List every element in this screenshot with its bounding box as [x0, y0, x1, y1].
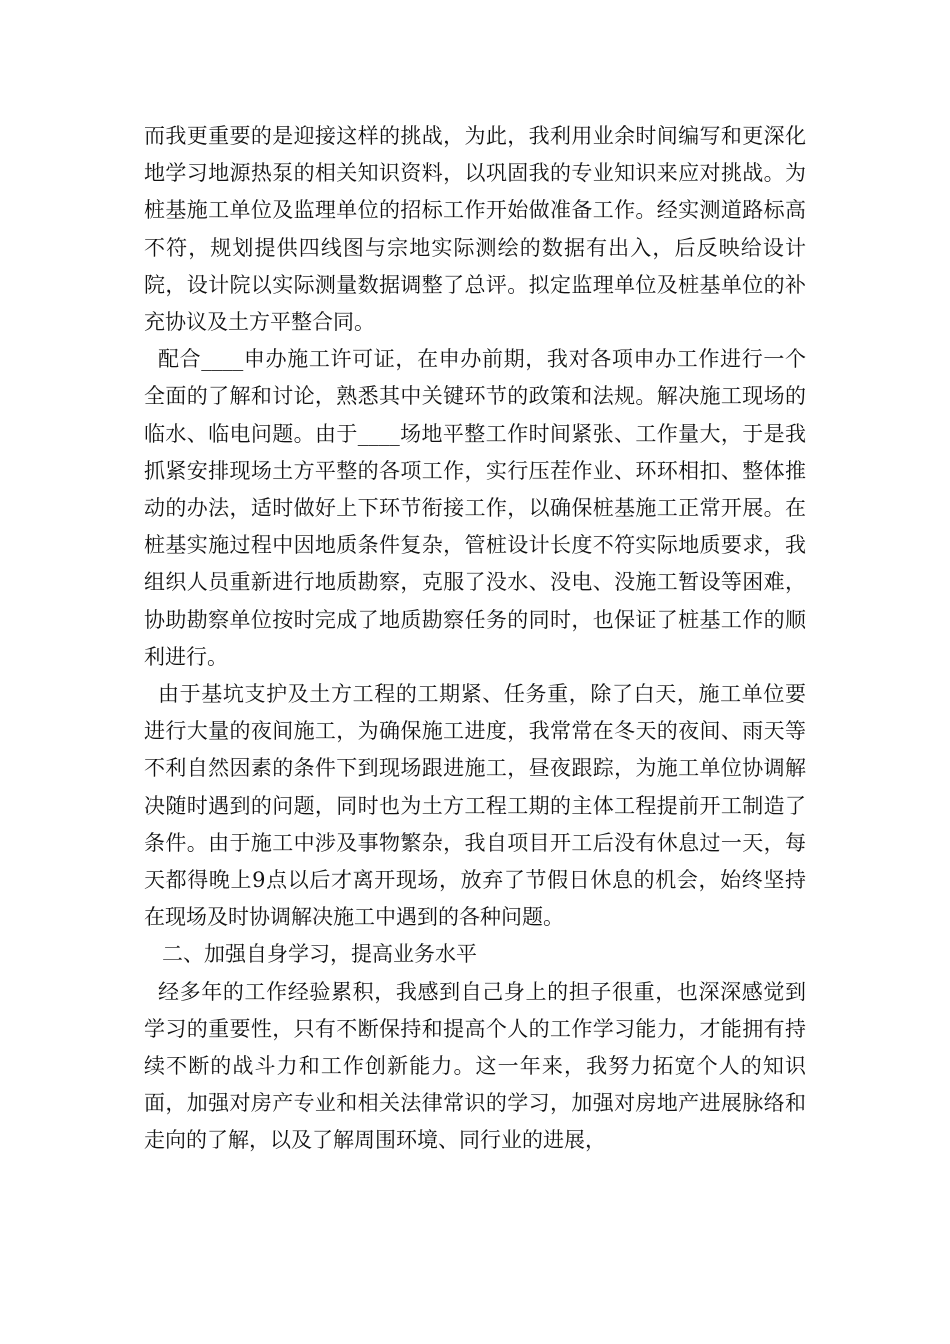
paragraph-night-work: 由于基坑支护及土方工程的工期紧、任务重，除了白天，施工单位要进行大量的夜间施工，为确保施工进度，我常常在冬天的夜间、雨天等不利自然因素的条件下到现场跟进施工，昼夜跟踪，为施工单位协调解决随时遇到的问题，同时也为土方工程工期的主体工程提前开工制造了条件。由于施工中涉及事物繁杂，我自项目开工后没有休息过一天，每天都得晚上9点以后才离开现场，放弃了节假日休息的机会，始终坚持在现场及时协调解决施工中遇到的各种问题。 [144, 682, 806, 930]
section-heading-study: 二、加强自身学习，提高业务水平 [162, 942, 477, 967]
paragraph-learning: 经多年的工作经验累积，我感到自己身上的担子很重，也深深感觉到学习的重要性，只有不断保持和提高个人的工作学习能力，才能拥有持续不断的战斗力和工作创新能力。这一年来，我努力拓宽个人的知识面，加强对房产专业和相关法律常识的学习，加强对房地产进展脉络和走向的了解，以及了解周围环境、同行业的进展， [144, 979, 806, 1153]
document-page [144, 118, 806, 1160]
paragraph-permit: 配合____申办施工许可证，在申办前期，我对各项申办工作进行一个全面的了解和讨论，熟悉其中关键环节的政策和法规。解决施工现场的临水、临电问题。由于____场地平整工作时间紧张、工作量大，于是我抓紧安排现场土方平整的各项工作，实行压茬作业、环环相扣、整体推动的办法，适时做好上下环节衔接工作，以确保桩基施工正常开展。在桩基实施过程中因地质条件复杂，管桩设计长度不符实际地质要求，我组织人员重新进行地质勘察，克服了没水、没电、没施工暂设等困难，协助勘察单位按时完成了地质勘察任务的同时，也保证了桩基工作的顺利进行。 [144, 347, 806, 669]
paragraph-challenge: 而我更重要的是迎接这样的挑战，为此，我利用业余时间编写和更深化地学习地源热泵的相关知识资料，以巩固我的专业知识来应对挑战。为桩基施工单位及监理单位的招标工作开始做准备工作。经实测道路标高不符，规划提供四线图与宗地实际测绘的数据有出入，后反映给设计院，设计院以实际测量数据调整了总评。拟定监理单位及桩基单位的补充协议及土方平整合同。 [144, 124, 806, 335]
